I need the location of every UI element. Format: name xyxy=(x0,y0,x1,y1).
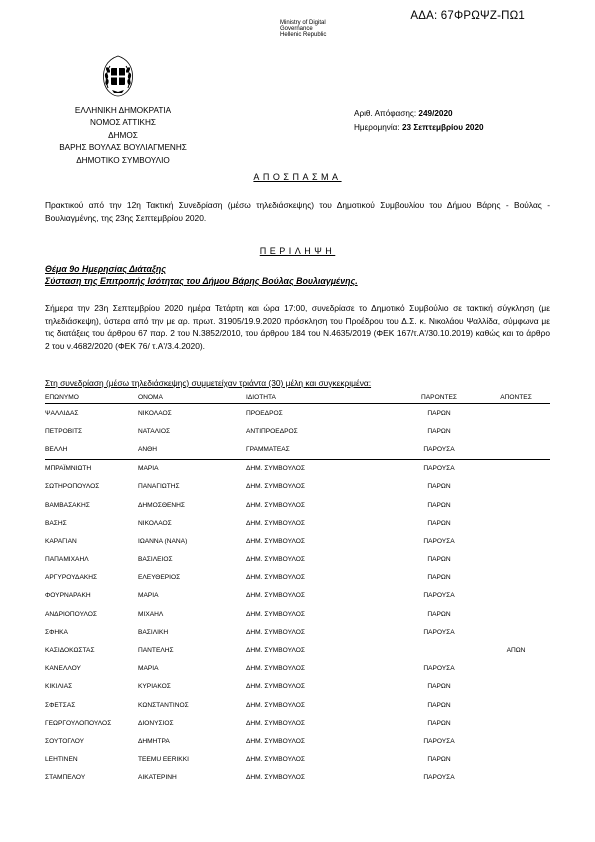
authority-line: ΔΗΜΟΤΙΚΟ ΣΥΜΒΟΥΛΙΟ xyxy=(76,155,170,165)
table-cell: ΨΑΛΛΙΔΑΣ xyxy=(45,409,79,417)
table-cell xyxy=(482,422,550,440)
table-cell xyxy=(482,551,550,569)
table-row xyxy=(45,678,550,696)
authority-line: ΝΟΜΟΣ ΑΤΤΙΚΗΣ xyxy=(90,118,156,128)
signer-line: Ministry of Digital xyxy=(280,20,326,26)
table-cell: ΠΑΡΩΝ xyxy=(427,574,451,582)
decision-date-label: Ημερομηνία: xyxy=(354,123,400,132)
table-cell xyxy=(482,660,550,678)
table-cell: TEEMU EERIKKI xyxy=(138,756,189,764)
table-cell: ΜΑΡΙΑ xyxy=(138,665,159,673)
table-cell: ΑΙΚΑΤΕΡΙΝΗ xyxy=(138,774,177,782)
column-header: ΠΑΡΟΝΤΕΣ xyxy=(396,392,482,404)
table-cell xyxy=(482,732,550,750)
authority-line: ΔΗΜΟΣ xyxy=(108,130,138,140)
table-cell xyxy=(482,696,550,714)
intro-paragraph: Πρακτικού από την 12η Τακτική Συνεδρίαση (μέσω τηλεδιάσκεψης) του Δημοτικού Συμβουλίου του Δήμου Βάρης - Βούλας - Βουλιαγμένης, της 23ης Σεπτεμβρίου 2020. xyxy=(45,200,550,223)
table-cell: ΝΑΤΑΛΙΟΣ xyxy=(138,427,171,435)
table-cell xyxy=(482,459,550,478)
table-cell xyxy=(482,478,550,496)
table-row xyxy=(45,569,550,587)
issuing-authority xyxy=(37,105,209,167)
table-row xyxy=(45,696,550,714)
table-cell xyxy=(482,440,550,459)
table-cell: ΔΗΜ. ΣΥΜΒΟΥΛΟΣ xyxy=(246,774,305,782)
table-cell xyxy=(482,623,550,641)
table-cell: ΔΗΜ. ΣΥΜΒΟΥΛΟΣ xyxy=(246,537,305,545)
extract-title: ΑΠΟΣΠΑΣΜΑ xyxy=(253,172,342,182)
column-header: ΟΝΟΜΑ xyxy=(138,392,246,404)
table-cell: ΓΕΩΡΓΟΥΛΟΠΟΥΛΟΣ xyxy=(45,719,112,727)
table-cell: ΑΝΔΡΙΟΠΟΥΛΟΣ xyxy=(45,610,97,618)
table-cell: ΣΦΗΚΑ xyxy=(45,628,68,636)
table-cell: ΔΗΜ. ΣΥΜΒΟΥΛΟΣ xyxy=(246,465,305,473)
table-cell: ΕΛΕΥΘΕΡΙΟΣ xyxy=(138,574,181,582)
table-cell: ΝΙΚΟΛΑΟΣ xyxy=(138,519,172,527)
table-cell xyxy=(482,404,550,423)
table-cell: ΠΑΡΩΝ xyxy=(427,683,451,691)
table-cell: ΣΟΥΤΟΓΛΟΥ xyxy=(45,737,85,745)
table-row xyxy=(45,496,550,514)
table-cell: ΠΑΡΟΥΣΑ xyxy=(423,737,455,745)
body-paragraph: Σήμερα την 23η Σεπτεμβρίου 2020 ημέρα Τετάρτη και ώρα 17:00, συνεδρίασε το Δημοτικό Συμβούλιο σε τακτική σύγκληση (με τηλεδιάσκεψη), ύστερα από την με αρ. πρωτ. 31905/19.9.2020 πρόσκληση του Προέδρου του Δ.Σ. κ. Νικολάου Ψαλλίδα, σύμφωνα με τις διατάξεις του άρθρου 67 παρ. 2 του Ν.3852/2010, του άρθρου 184 του Ν.4635/2019 (ΦΕΚ 167/τ.Α'/30.10.2019) καθώς και το άρθρο 2 του ν.4682/2020 (ΦΕΚ 76/ τ.Α'/3.4.2020). xyxy=(45,303,550,351)
table-cell xyxy=(482,678,550,696)
table-cell: ΔΗΜ. ΣΥΜΒΟΥΛΟΣ xyxy=(246,701,305,709)
table-row xyxy=(45,714,550,732)
table-cell: ΔΗΜ. ΣΥΜΒΟΥΛΟΣ xyxy=(246,756,305,764)
table-row xyxy=(45,623,550,641)
decision-number-label: Αριθ. Απόφασης: xyxy=(354,109,417,118)
table-row xyxy=(45,660,550,678)
table-cell xyxy=(482,496,550,514)
table-cell xyxy=(482,569,550,587)
table-row xyxy=(45,459,550,478)
table-cell: ΔΗΜΗΤΡΑ xyxy=(138,737,170,745)
table-cell: ΦΟΥΡΝΑΡΑΚΗ xyxy=(45,592,91,600)
table-cell: ΔΗΜ. ΣΥΜΒΟΥΛΟΣ xyxy=(246,647,305,655)
table-cell: ΠΑΡΟΥΣΑ xyxy=(423,592,455,600)
table-cell: LEHTINEN xyxy=(45,756,78,764)
table-cell: ΠΑΡΟΥΣΑ xyxy=(423,774,455,782)
table-cell: ΑΝΤΙΠΡΟΕΔΡΟΣ xyxy=(246,427,298,435)
table-cell: ΒΑΜΒΑΣΑΚΗΣ xyxy=(45,501,90,509)
table-cell xyxy=(482,605,550,623)
table-row xyxy=(45,732,550,750)
table-cell xyxy=(482,514,550,532)
table-cell: ΠΑΡΩΝ xyxy=(427,701,451,709)
table-cell: ΔΗΜ. ΣΥΜΒΟΥΛΟΣ xyxy=(246,628,305,636)
table-cell: ΠΑΡΩΝ xyxy=(427,610,451,618)
decision-date: 23 Σεπτεμβρίου 2020 xyxy=(401,123,484,132)
table-cell: ΠΑΡΩΝ xyxy=(427,519,451,527)
table-cell: ΚΑΝΕΛΛΟΥ xyxy=(45,665,81,673)
table-cell: ΓΡΑΜΜΑΤΕΑΣ xyxy=(246,440,396,459)
table-cell: ΔΗΜ. ΣΥΜΒΟΥΛΟΣ xyxy=(246,574,305,582)
agenda-item-subject: Σύσταση της Επιτροπής Ισότητας του Δήμου Βάρης Βούλας Βουλιαγμένης. xyxy=(45,276,358,286)
attendance-line: Στη συνεδρίαση (μέσω τηλεδιάσκεψης) συμμετείχαν τριάντα (30) μέλη και συγκεκριμένα: xyxy=(45,378,372,388)
table-cell xyxy=(482,769,550,787)
table-cell xyxy=(482,751,550,769)
table-cell: ΠΑΡΟΥΣΑ xyxy=(423,537,455,545)
table-cell: ΜΠΡΑΪΜΝΙΩΤΗ xyxy=(45,465,92,473)
table-cell: ΠΑΡΩΝ xyxy=(427,409,451,417)
table-cell: ΒΑΣΗΣ xyxy=(45,519,67,527)
table-cell: ΔΗΜΟΣΘΕΝΗΣ xyxy=(138,501,185,509)
table-cell: ΠΑΡΟΥΣΑ xyxy=(423,665,455,673)
greek-emblem-icon xyxy=(94,52,142,100)
table-cell: ΙΩΑΝΝΑ (ΝΑΝΑ) xyxy=(138,537,188,545)
table-cell: ΠΑΠΑΜΙΧΑΗΛ xyxy=(45,556,89,564)
table-cell xyxy=(482,714,550,732)
digital-signature-block xyxy=(280,20,355,39)
table-cell: ΔΗΜ. ΣΥΜΒΟΥΛΟΣ xyxy=(246,719,305,727)
table-cell: ΠΑΡΟΥΣΑ xyxy=(396,440,482,459)
table-cell: ΠΑΡΩΝ xyxy=(427,427,451,435)
table-cell: ΠΑΡΩΝ xyxy=(427,501,451,509)
table-row xyxy=(45,605,550,623)
authority-line: ΒΑΡΗΣ ΒΟΥΛΑΣ ΒΟΥΛΙΑΓΜΕΝΗΣ xyxy=(59,143,187,153)
table-cell: ΔΗΜ. ΣΥΜΒΟΥΛΟΣ xyxy=(246,610,305,618)
table-cell: ΔΗΜ. ΣΥΜΒΟΥΛΟΣ xyxy=(246,519,305,527)
table-row xyxy=(45,641,550,659)
table-row xyxy=(45,514,550,532)
summary-title: ΠΕΡΙΛΗΨΗ xyxy=(259,246,336,256)
table-cell: ΠΑΡΟΥΣΑ xyxy=(423,628,455,636)
table-cell: ΜΑΡΙΑ xyxy=(138,592,159,600)
table-cell: ΜΙΧΑΗΛ xyxy=(138,610,164,618)
table-row xyxy=(45,404,550,423)
agenda-item-heading: Θέμα 9ο Ημερησίας Διάταξης xyxy=(45,264,166,274)
table-cell: ΚΑΡΑΓΙΑΝ xyxy=(45,537,77,545)
table-cell: ΑΝΘΗ xyxy=(138,440,246,459)
table-cell: ΑΠΩΝ xyxy=(506,647,526,655)
table-cell: ΔΗΜ. ΣΥΜΒΟΥΛΟΣ xyxy=(246,556,305,564)
signer-line: Hellenic Republic xyxy=(280,32,327,39)
table-cell: ΒΑΣΙΛΙΚΗ xyxy=(138,628,169,636)
table-cell: ΠΑΝΤΕΛΗΣ xyxy=(138,647,174,655)
table-row xyxy=(45,769,550,787)
table-row xyxy=(45,440,550,459)
table-cell xyxy=(482,587,550,605)
table-row xyxy=(45,551,550,569)
table-cell: ΒΑΣΙΛΕΙΟΣ xyxy=(138,556,173,564)
table-cell: ΔΗΜ. ΣΥΜΒΟΥΛΟΣ xyxy=(246,483,305,491)
column-header: ΕΠΩΝΥΜΟ xyxy=(45,392,138,404)
signer-line: Governance xyxy=(280,26,313,33)
table-cell: ΣΤΑΜΠΕΛΟΥ xyxy=(45,774,86,782)
table-cell: ΚΑΣΙΔΟΚΩΣΤΑΣ xyxy=(45,647,95,655)
table-cell xyxy=(482,532,550,550)
table-row xyxy=(45,587,550,605)
decision-info xyxy=(354,107,484,135)
table-cell: ΔΗΜ. ΣΥΜΒΟΥΛΟΣ xyxy=(246,592,305,600)
table-cell: ΔΗΜ. ΣΥΜΒΟΥΛΟΣ xyxy=(246,501,305,509)
decision-number: 249/2020 xyxy=(418,109,453,118)
table-cell: ΔΗΜ. ΣΥΜΒΟΥΛΟΣ xyxy=(246,683,305,691)
table-cell: ΠΡΟΕΔΡΟΣ xyxy=(246,409,283,417)
table-row xyxy=(45,478,550,496)
table-cell: ΠΑΡΟΥΣΑ xyxy=(423,465,455,473)
table-cell: ΑΡΓΥΡΟΥΔΑΚΗΣ xyxy=(45,574,98,582)
table-cell: ΚΥΡΙΑΚΟΣ xyxy=(138,683,171,691)
column-header: ΑΠΟΝΤΕΣ xyxy=(482,392,550,404)
table-cell: ΠΑΡΩΝ xyxy=(427,756,451,764)
table-row xyxy=(45,532,550,550)
table-cell xyxy=(396,641,482,659)
table-cell: ΠΕΤΡΟΒΙΤΣ xyxy=(45,427,83,435)
table-cell: ΝΙΚΟΛΑΟΣ xyxy=(138,409,172,417)
table-cell: ΚΙΚΙΛΙΑΣ xyxy=(45,683,73,691)
authority-line: ΕΛΛΗΝΙΚΗ ΔΗΜΟΚΡΑΤΙΑ xyxy=(74,106,172,115)
table-cell: ΚΩΝΣΤΑΝΤΙΝΟΣ xyxy=(138,701,189,709)
column-header: ΙΔΙΟΤΗΤΑ xyxy=(246,392,396,404)
table-cell: ΣΦΕΤΣΑΣ xyxy=(45,701,76,709)
table-cell: ΜΑΡΙΑ xyxy=(138,465,159,473)
table-cell: ΠΑΡΩΝ xyxy=(427,483,451,491)
table-row xyxy=(45,751,550,769)
table-cell: ΠΑΡΩΝ xyxy=(427,719,451,727)
members-table xyxy=(45,392,550,787)
table-cell: ΒΕΛΛΗ xyxy=(45,440,138,459)
table-cell: ΠΑΡΩΝ xyxy=(427,556,451,564)
table-cell: ΔΗΜ. ΣΥΜΒΟΥΛΟΣ xyxy=(246,665,305,673)
table-cell: ΣΩΤΗΡΟΠΟΥΛΟΣ xyxy=(45,483,100,491)
table-cell: ΠΑΝΑΓΙΩΤΗΣ xyxy=(138,483,180,491)
table-header-row xyxy=(45,392,550,404)
table-row xyxy=(45,422,550,440)
ada-code: ΑΔΑ: 67ΦΡΩΨΖ-ΠΩ1 xyxy=(410,10,525,22)
table-cell: ΔΙΟΝΥΣΙΟΣ xyxy=(138,719,174,727)
table-cell: ΔΗΜ. ΣΥΜΒΟΥΛΟΣ xyxy=(246,737,305,745)
